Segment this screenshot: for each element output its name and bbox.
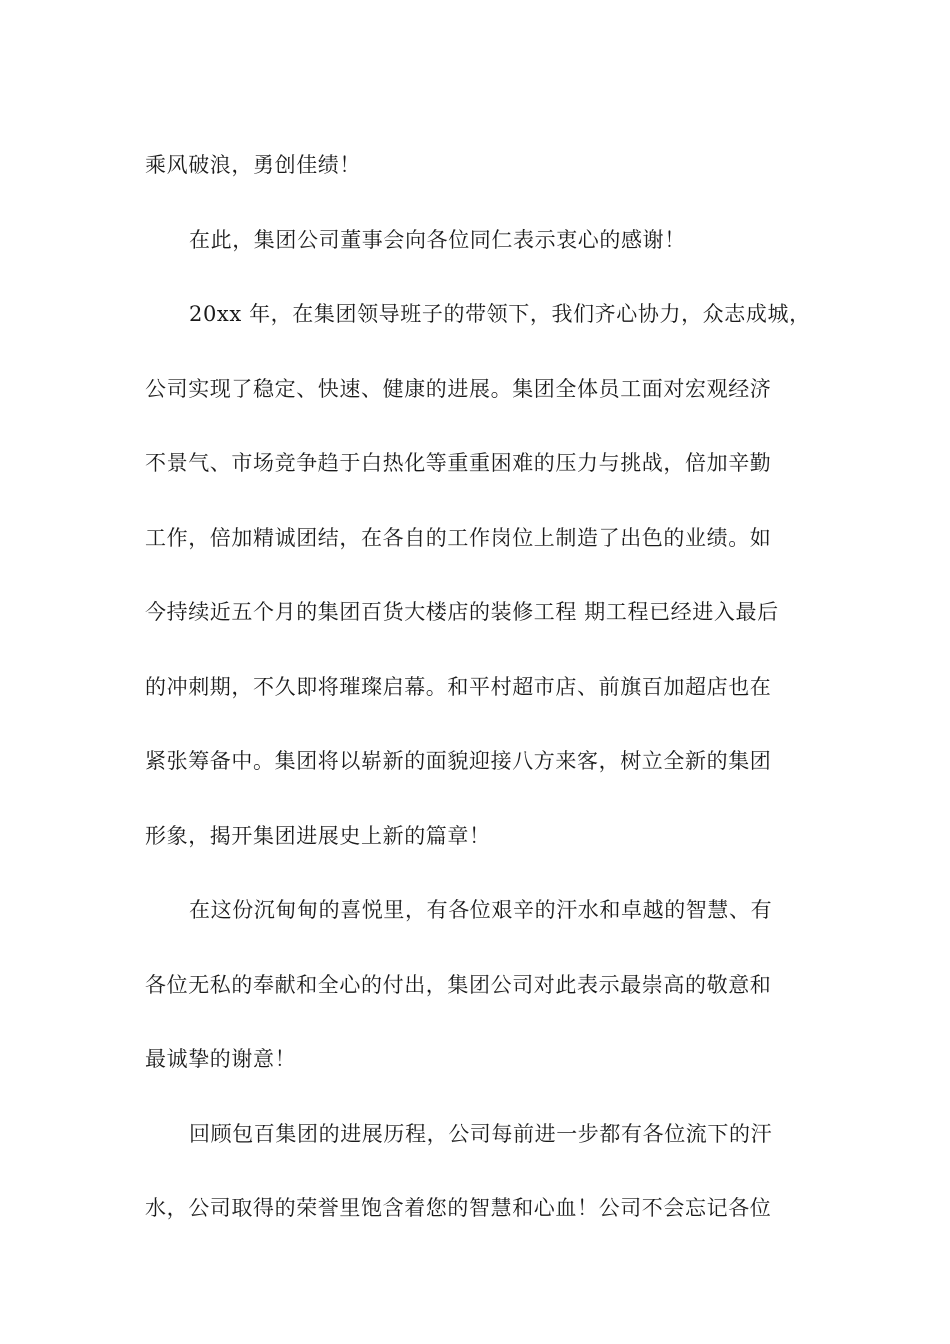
text-line: 不景气、市场竞争趋于白热化等重重困难的压力与挑战，倍加辛勤 <box>145 451 772 475</box>
text-line: 紧张筹备中。集团将以崭新的面貌迎接八方来客，树立全新的集团 <box>145 749 772 773</box>
document-body <box>145 128 825 1246</box>
text-line: 在此，集团公司董事会向各位同仁表示衷心的感谢！ <box>189 227 686 252</box>
text-line: 的冲刺期，不久即将璀璨启幕。和平村超市店、前旗百加超店也在 <box>145 674 772 699</box>
text-line: 乘风破浪，勇创佳绩！ <box>145 153 361 177</box>
text-line: 在这份沉甸甸的喜悦里，有各位艰辛的汗水和卓越的智慧、有 <box>189 898 773 922</box>
text-line: 水，公司取得的荣誉里饱含着您的智慧和心血！公司不会忘记各位 <box>145 1196 772 1220</box>
text-line: 公司实现了稳定、快速、健康的进展。集团全体员工面对宏观经济 <box>145 376 772 401</box>
text-line: 回顾包百集团的进展历程，公司每前进一步都有各位流下的汗 <box>189 1121 773 1146</box>
text-line: 今持续近五个月的集团百货大楼店的装修工程 期工程已经进入最后 <box>145 600 779 624</box>
text-line: 形象，揭开集团进展史上新的篇章！ <box>145 823 491 848</box>
text-line: 最诚挚的谢意！ <box>145 1047 297 1071</box>
text-line: 工作，倍加精诚团结，在各自的工作岗位上制造了出色的业绩。如 <box>145 525 772 550</box>
text-line: 20xx 年，在集团领导班子的带领下，我们齐心协力，众志成城， <box>189 302 811 326</box>
text-line: 各位无私的奉献和全心的付出，集团公司对此表示最崇高的敬意和 <box>145 972 772 997</box>
